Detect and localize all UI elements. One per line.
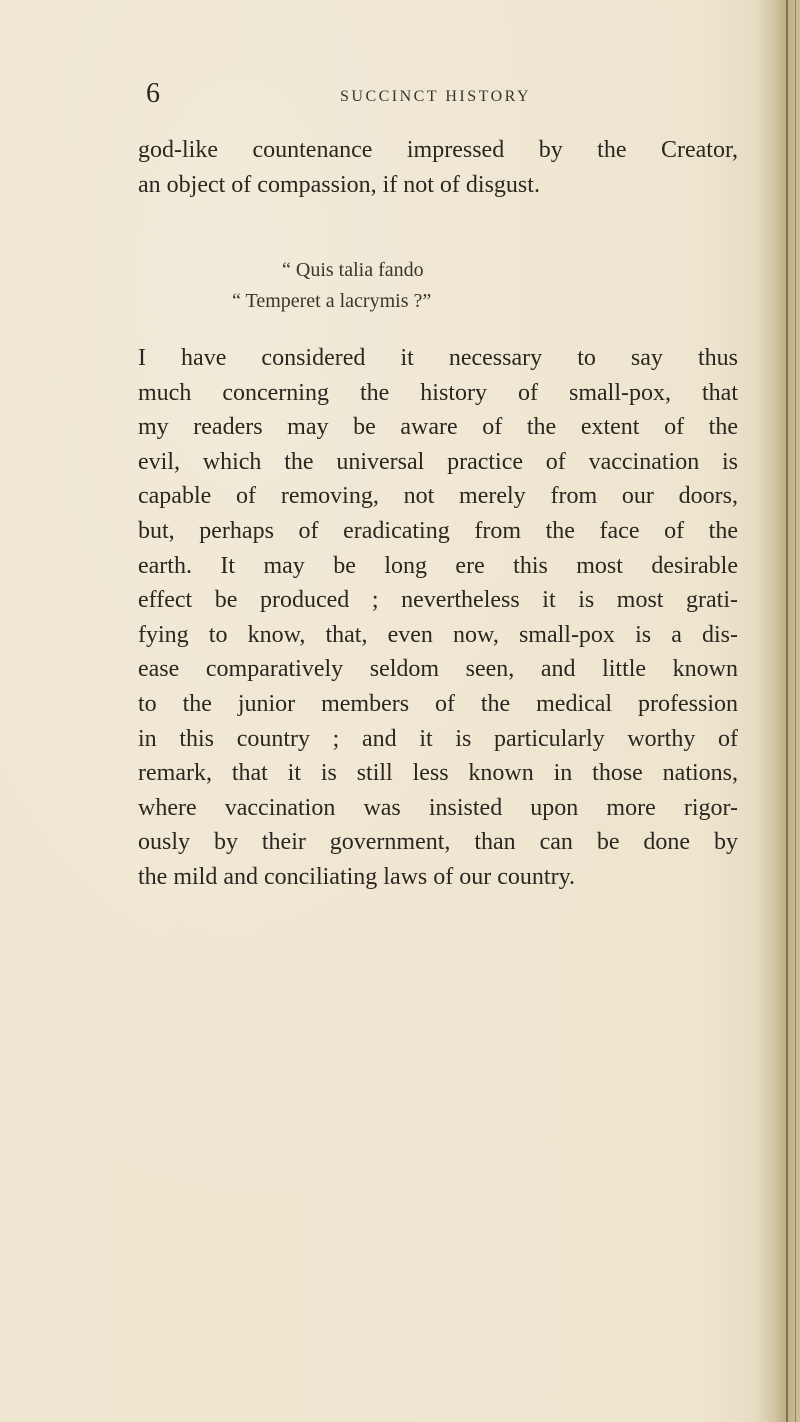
text-line: an object of compassion, if not of disgust.: [138, 171, 540, 198]
text-line: but, perhaps of eradicating from the face of the: [138, 517, 738, 544]
text-line: my readers may be aware of the extent of the: [138, 414, 738, 441]
quote-line: “ Temperet a lacrymis ?”: [232, 290, 432, 312]
text-line: to the junior members of the medical profession: [138, 690, 738, 717]
text-line: earth. It may be long ere this most desirable: [138, 552, 738, 579]
text-line: fying to know, that, even now, small-pox is a dis-: [138, 621, 738, 648]
quote-line: “ Quis talia fando: [282, 259, 424, 281]
text-line: the mild and conciliating laws of our country.: [138, 863, 576, 890]
text-line: god-like countenance impressed by the Creator,: [138, 137, 738, 163]
text-line: effect be produced ; nevertheless it is most grati-: [138, 587, 738, 614]
page-number: 6: [146, 78, 160, 109]
text-line: remark, that it is still less known in those nations,: [138, 760, 738, 787]
paragraph-continued: [138, 133, 738, 202]
text-line: where vaccination was insisted upon more rigor-: [138, 794, 738, 821]
text-line: much concerning the history of small-pox, that: [138, 379, 738, 406]
text-line: evil, which the universal practice of vaccination is: [138, 448, 738, 475]
text-line: ease comparatively seldom seen, and little known: [138, 656, 738, 683]
running-head: SUCCINCT HISTORY: [340, 88, 531, 105]
latin-quotation: [0, 255, 800, 317]
text-line: I have considered it necessary to say thus: [138, 345, 738, 371]
paragraph-main: [138, 341, 738, 895]
text-line: in this country ; and it is particularly worthy of: [138, 725, 738, 752]
page-header: [146, 78, 746, 118]
page-edge-shadow: [754, 0, 800, 1422]
text-line: capable of removing, not merely from our doors,: [138, 483, 738, 510]
text-line: ously by their government, than can be done by: [138, 829, 738, 856]
